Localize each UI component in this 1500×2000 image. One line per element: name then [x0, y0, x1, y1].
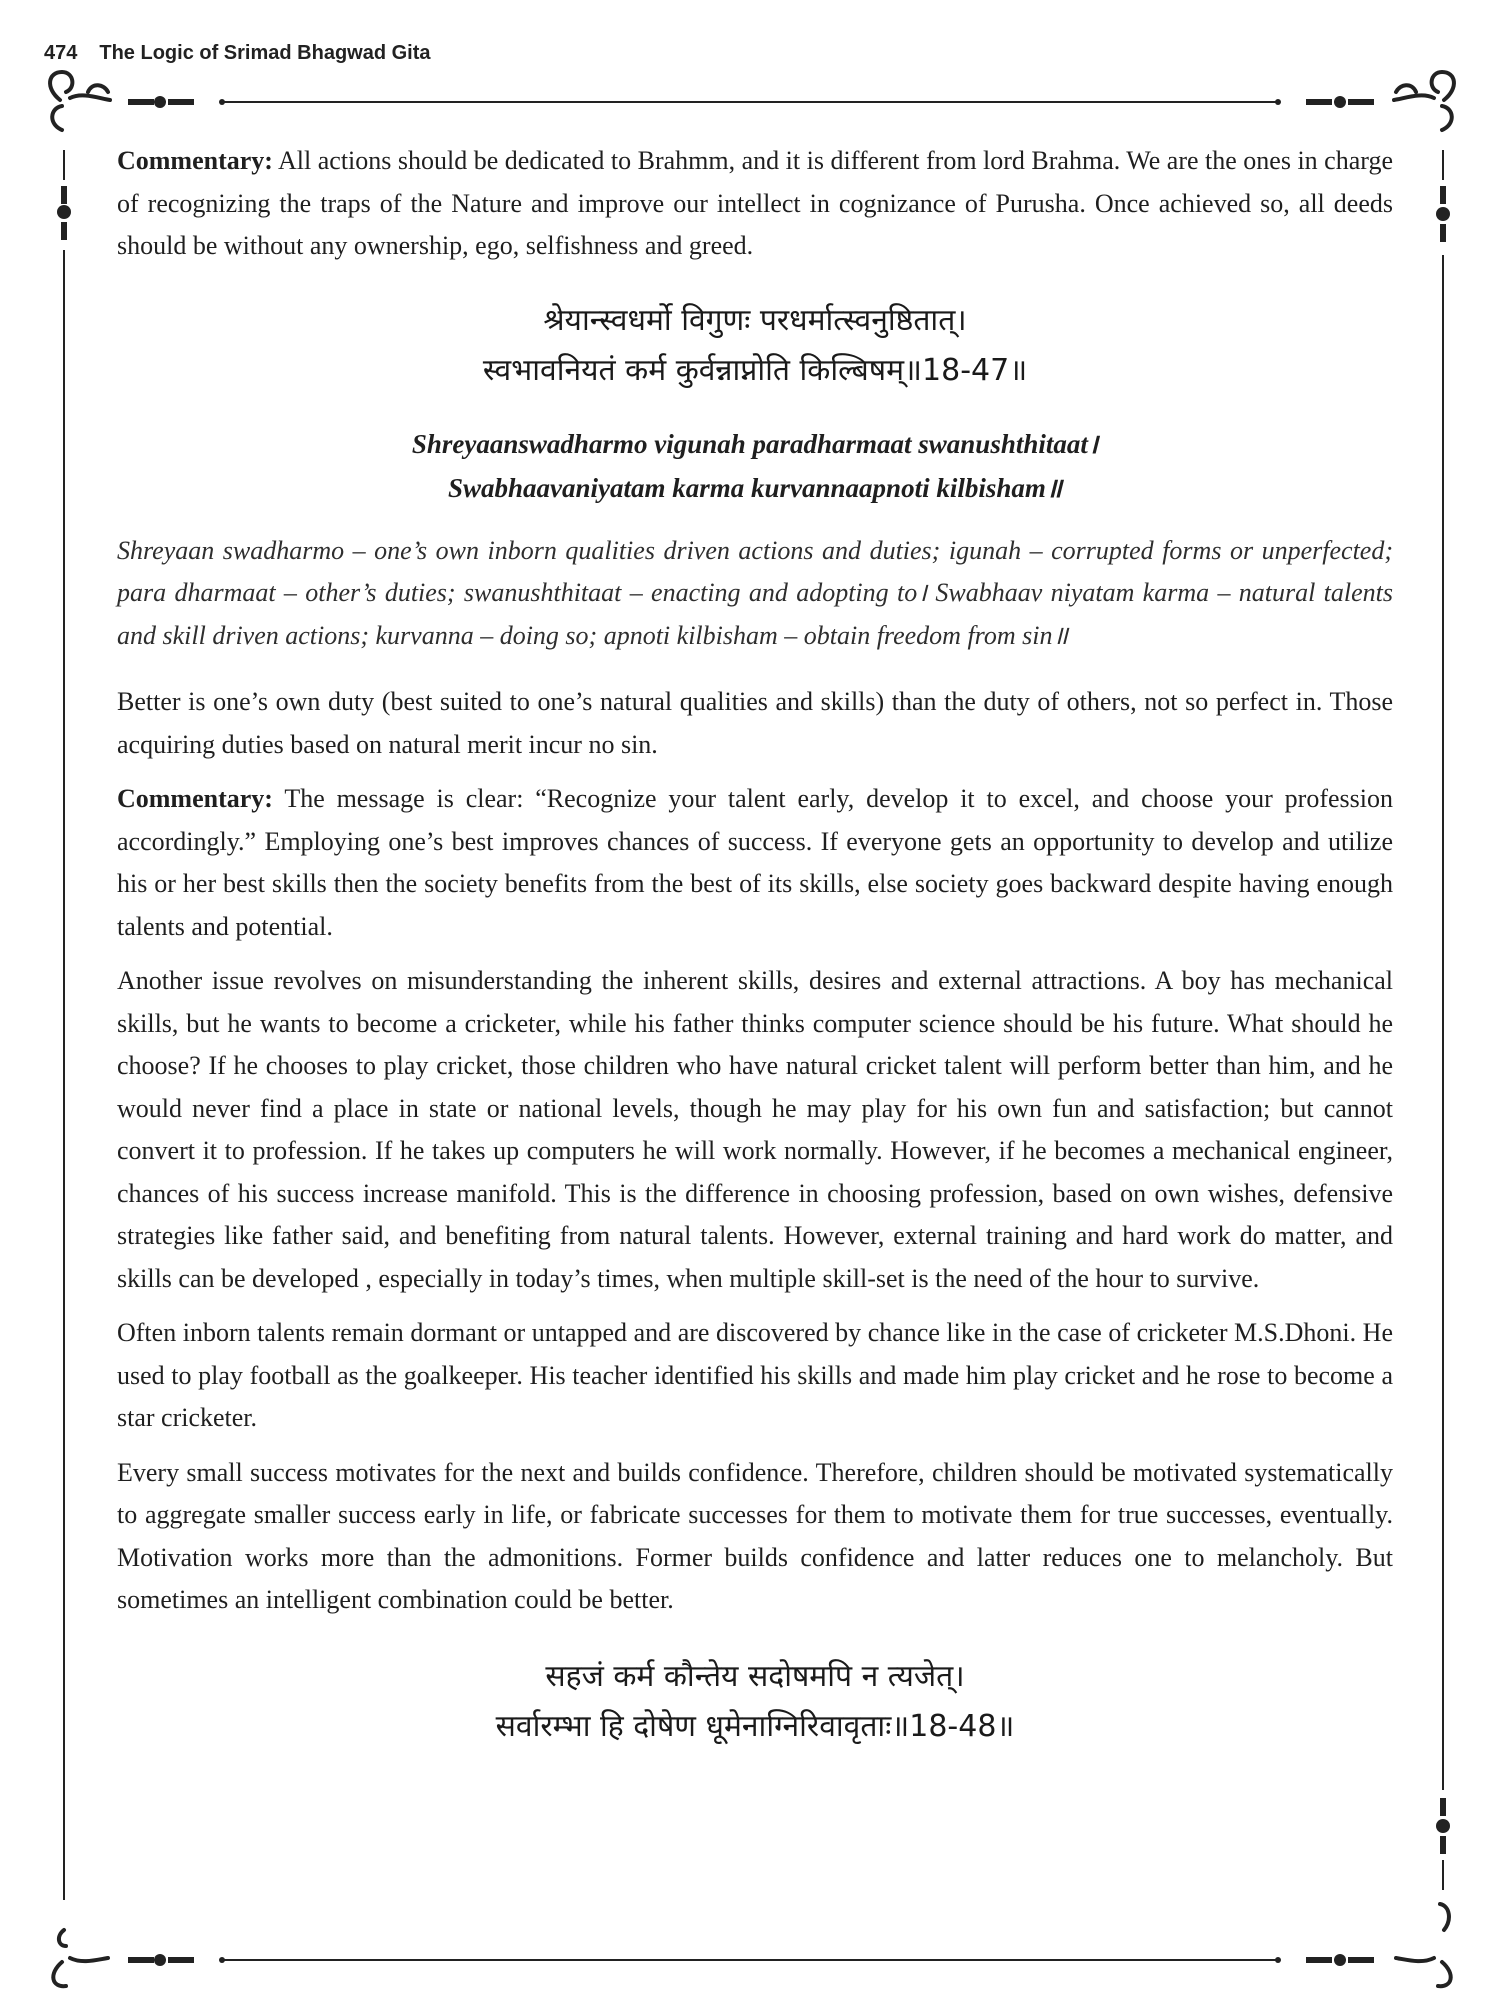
book-title: The Logic of Srimad Bhagwad Gita: [99, 42, 431, 64]
sanskrit-verse-18-48: [117, 1652, 1393, 1752]
page-content: [117, 140, 1393, 1778]
corner-flourish-icon: [50, 72, 110, 130]
page-number: 474: [44, 42, 78, 64]
sanskrit-line: सहजं कर्म कौन्तेय सदोषमपि न त्यजेत्।: [545, 1658, 965, 1694]
translation-paragraph: Better is one’s own duty (best suited to one’s natural qualities and skills) than the duty of others, not so perfect in. Those acquiring duties based on natural merit incur no sin.: [117, 687, 1393, 759]
commentary-label: Commentary:: [117, 146, 273, 175]
sanskrit-verse-18-47: [117, 296, 1393, 396]
commentary-text: The message is clear: “Recognize your talent early, develop it to excel, and choose your profession accordingly.” Employing one’s best improves chances of success. If everyone gets an opportunity to develop and utilize his or her best skills then the society benefits from the best of its skills, else society goes backward despite having enough talents and potential.: [117, 784, 1393, 941]
transliteration-line: Swabhaavaniyatam karma kurvannaapnoti kilbisham॥: [447, 472, 1063, 503]
body-paragraph: Another issue revolves on misunderstanding the inherent skills, desires and external attractions. A boy has mechanical skills, but he wants to become a cricketer, while his father thinks computer science should be his future. What should he choose? If he chooses to play cricket, those children who have natural cricket talent will perform better than him, and he would never find a place in state or national levels, though he may play for his own fun and satisfaction; but cannot convert it to profession. If he takes up computers he will work normally. However, if he becomes a mechanical engineer, chances of his success increase manifold. This is the difference in choosing profession, based on own wishes, defensive strategies like father said, and benefiting from natural talents. However, external training and hard work do matter, and skills can be developed , especially in today’s times, when multiple skill-set is the need of the hour to survive.: [117, 966, 1393, 1293]
word-glossary: Shreyaan swadharmo – one’s own inborn qualities driven actions and duties; igunah – corrupted forms or unperfected; para dharmaat – other’s duties; swanushthitaat – enacting and adopting to। Swabhaav niyatam karma – natural talents and skill driven actions; kurvanna – doing so; apnoti kilbisham – obtain freedom from sin॥: [117, 535, 1393, 650]
commentary-paragraph: [117, 778, 1393, 948]
commentary-paragraph: [117, 140, 1393, 268]
body-paragraph: Every small success motivates for the next and builds confidence. Therefore, children should be motivated systematically to aggregate smaller success early in life, or fabricate successes for them to motivate them for true successes, eventually. Motivation works more than the admonitions. Former builds confidence and latter reduces one to melancholy. But sometimes an intelligent combination could be better.: [117, 1457, 1393, 1614]
body-paragraph: Often inborn talents remain dormant or untapped and are discovered by chance like in the case of cricketer M.S.Dhoni. He used to play football as the goalkeeper. His teacher identified his skills and made him play cricket and he rose to become a star cricketer.: [117, 1318, 1393, 1432]
running-head: [44, 42, 431, 72]
commentary-label: Commentary:: [117, 784, 273, 813]
commentary-text: All actions should be dedicated to Brahmm, and it is different from lord Brahma. We are the ones in charge of recognizing the traps of the Nature and improve our intellect in cognizance of Purusha. Once achieved so, all deeds should be without any ownership, ego, selfishness and greed.: [117, 146, 1393, 260]
sanskrit-line: स्वभावनियतं कर्म कुर्वन्नाप्नोति किल्बिषम्॥18-47॥: [482, 352, 1028, 388]
transliteration-line: Shreyaanswadharmo vigunah paradharmaat swanushthitaat।: [411, 428, 1099, 459]
sanskrit-line: श्रेयान्स्वधर्मो विगुणः परधर्मात्स्वनुष्ठितात्।: [543, 302, 967, 338]
transliteration-verse-18-47: [117, 422, 1393, 510]
sanskrit-line: सर्वारम्भा हि दोषेण धूमेनाग्निरिवावृताः॥18-48॥: [495, 1708, 1015, 1744]
